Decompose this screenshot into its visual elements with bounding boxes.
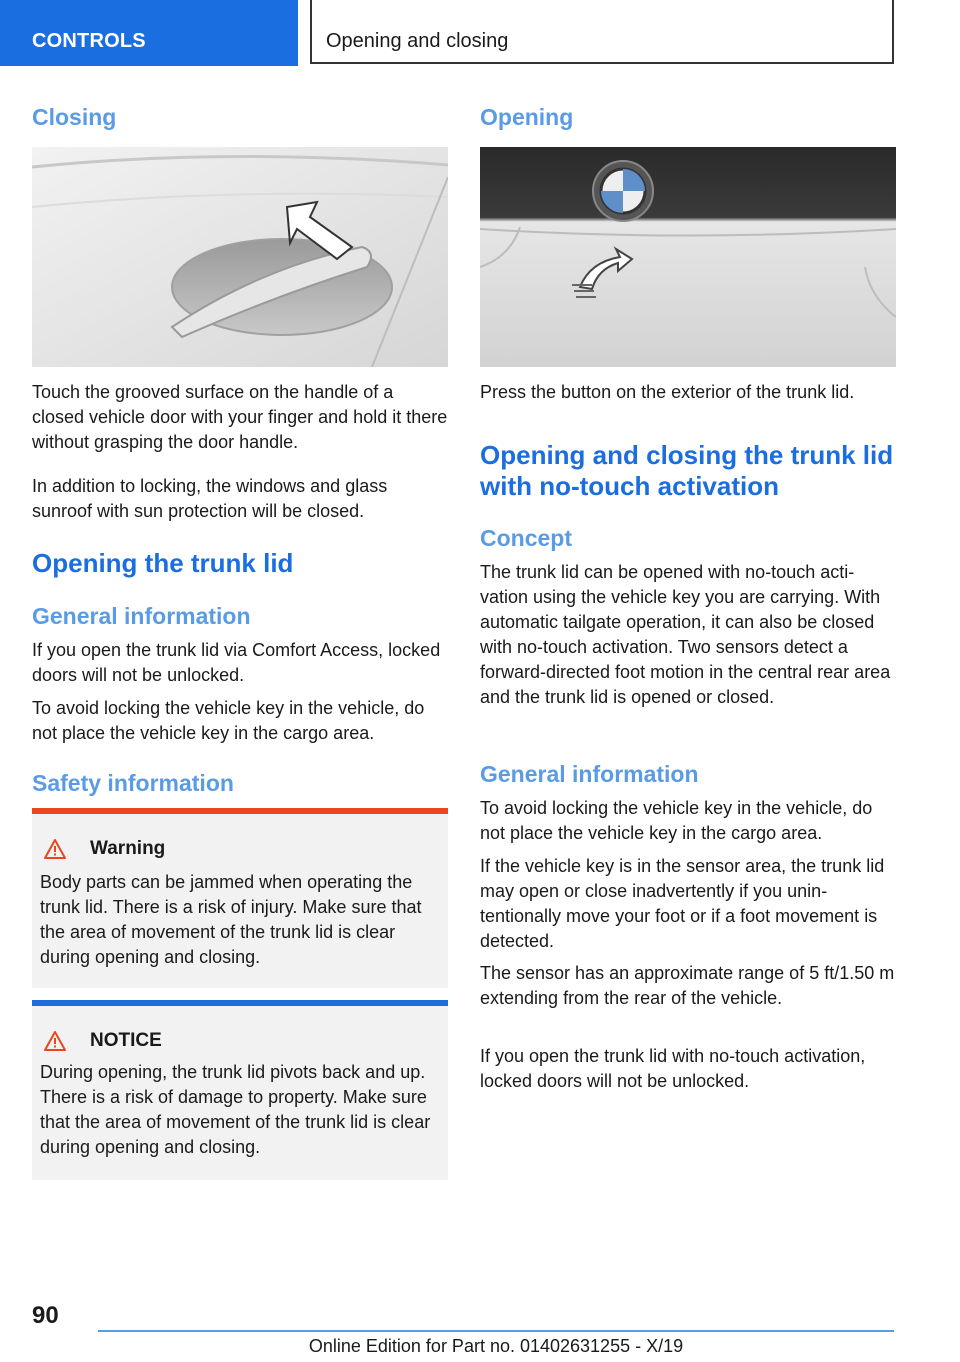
notice-label: NOTICE (90, 1030, 162, 1051)
warning-triangle-icon (44, 839, 66, 859)
chapter-label: Opening and closing (326, 30, 509, 52)
warning-box (32, 808, 448, 988)
notice-triangle-icon (44, 1031, 66, 1051)
section-tab (0, 0, 298, 66)
warning-label: Warning (90, 838, 166, 859)
closing-text-2: In addition to locking, the windows and glass sunroof with sun protection will be closed. (32, 476, 388, 521)
concept-heading: Concept (480, 525, 572, 551)
general-info-heading-left: General information (32, 603, 251, 629)
notice-box (32, 1000, 448, 1180)
edition-footer: Online Edition for Part no. 01402631255 - X/19 (308, 1336, 684, 1356)
concept-text: The trunk lid can be opened with no-touch activation using the vehicle key you are carrying. With automatic tailgate operation, it can also be closed with no-touch activation. Two sensors detect a forward-directed foot motion in the central rear area and the trunk lid is opened or closed. (480, 562, 891, 707)
opening-text: Press the button on the exterior of the trunk lid. (480, 382, 855, 402)
trunk-button-image (480, 147, 896, 367)
general-info-right-text-3: The sensor has an approximate range of 5 ft/1.50 m extending from the rear of the vehicle. (480, 963, 895, 1008)
safety-info-heading: Safety information (32, 770, 234, 796)
warning-bar (32, 808, 448, 814)
warning-header (44, 838, 165, 860)
general-info-heading-right: General information (480, 761, 699, 787)
page-number: 90 (32, 1302, 59, 1329)
opening-heading: Opening (480, 104, 574, 130)
notice-header (44, 1030, 162, 1052)
door-handle-illustration (32, 147, 448, 367)
no-touch-heading: Opening and closing the trunk lid with no-touch activation (480, 440, 894, 501)
notice-text: During opening, the trunk lid pivots back and up. There is a risk of damage to property. Make sure that the area of movement of the trunk lid is clear during opening and closing. (40, 1062, 431, 1157)
general-info-right-text-4: If you open the trunk lid with no-touch activation, locked doors will not be unlocked. (480, 1046, 866, 1091)
opening-trunk-heading: Opening the trunk lid (32, 548, 294, 578)
trunk-button-illustration (480, 147, 896, 367)
chapter-header (310, 0, 894, 64)
section-label: CONTROLS (32, 30, 146, 52)
warning-text: Body parts can be jammed when operating the trunk lid. There is a risk of injury. Make sure that the area of movement of the trunk lid is clear during opening and closing. (40, 872, 422, 967)
closing-heading: Closing (32, 104, 117, 130)
closing-text-1: Touch the grooved surface on the handle of a closed vehicle door with your finger and hold it there without grasping the door handle. (32, 382, 448, 452)
general-info-right-text-2: If the vehicle key is in the sensor area, the trunk lid may open or close inadvertently if you unintentionally move your foot or if a foot movement is detected. (480, 856, 885, 951)
general-info-left-text-2: To avoid locking the vehicle key in the vehicle, do not place the vehicle key in the cargo area. (32, 698, 425, 743)
footer-divider (98, 1330, 894, 1332)
door-handle-image (32, 147, 448, 367)
general-info-left-text-1: If you open the trunk lid via Comfort Access, locked doors will not be unlocked. (32, 640, 441, 685)
notice-bar (32, 1000, 448, 1006)
general-info-right-text-1: To avoid locking the vehicle key in the vehicle, do not place the vehicle key in the cargo area. (480, 798, 873, 843)
